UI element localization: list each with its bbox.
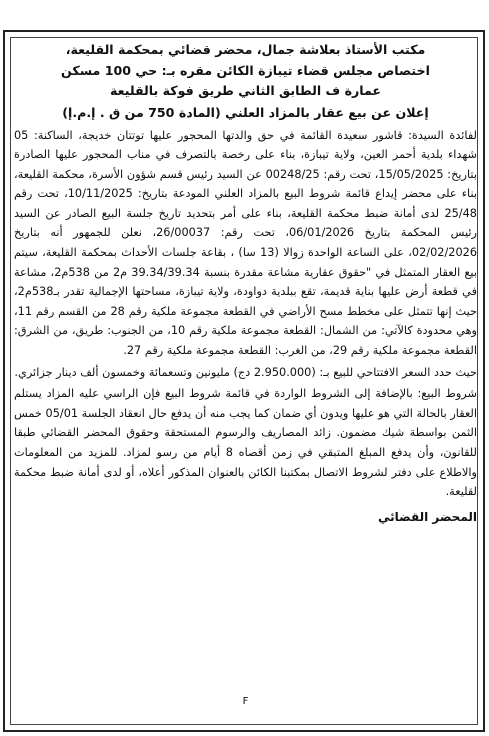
signature-bailiff: المحضر القضائي <box>377 509 477 524</box>
header-line-2: اختصاص مجلس قضاء تيبازة الكائن مقره بـ: حي 100 مسكن <box>61 62 430 78</box>
office-header <box>14 40 477 102</box>
notice-content <box>14 40 477 726</box>
header-line-1: مكتب الأستاذ بعلاشة جمال، محضر قضائي بمحكمة القليعة، <box>65 42 426 57</box>
notice-paragraph-conditions: شروط البيع: بالإضافة إلى الشروط الواردة في قائمة شروط البيع فإن الراسي عليه المزاد يستلم العقار بالحالة التي هو عليها ويدون أي ضمان كما يجب منه أن يدفع حال انعقاد الجلسة 05/01 خمس الثمن بواسطة شيك مضمون. زائد المصاريف والرسوم المستحقة وحقوق المحضر القضائي طبقا للقانون، وأن يدفع المبلغ المتبقي في زمن أقصاه 8 أيام من رسو لمزاد. للمزيد من المعلومات والاطلاع على دفتر لشروط الاتصال بمكتبنا الكائن بالعنوان المذكور أعلاه، أو لدى أمانة ضبط محكمة لقليعة. <box>14 387 477 499</box>
notice-paragraph-price: حيث حدد السعر الافتتاحي للبيع بـ: (2.950.000 دج) مليونين وتسعمائة وخمسون ألف دينار جزائري. <box>14 365 477 379</box>
footer-mark: F <box>242 696 249 708</box>
announcement-title: إعلان عن بيع عقار بالمزاد العلني (المادة 750 من ق . إ.م.إ) <box>62 104 429 120</box>
header-line-3: عمارة ف الطابق الثاني طريق فوكة بالقليعة <box>109 83 382 98</box>
notice-paragraph-details: لفائدة السيدة: قاشور سعيدة القائمة في حق والدتها المحجور عليها توتتان خديجة، الساكنة: 05 شهداء بلدية أحمر العين، ولاية تيبازة، بناء على رخصة بالتصرف في مناب المحجور عليها الصادرة بتاريخ: 15/05/2025، تحت رقم: 00248/25 عن السيد رئيس قسم شؤون الأسرة، محكمة القليعة، بناء على محضر إيداع قائمة شروط البيع بالمزاد العلني المودعة بتاريخ: 10/11/2025، تحت رقم 25/48 لدى أمانة ضبط محكمة القليعة، بناء على أمر بتحديد تاريخ جلسة البيع الصادر عن السيد رئيس المحكمة بتاريخ 06/01/2026، تحت رقم: 26/00037، نعلن للجمهور أنه بتاريخ 02/02/2026، على الساعة الواحدة زوالا (13 سا) ، بقاعة جلسات الأحداث بمحكمة القليعة، سيتم بيع العقار المتمثل في "حقوق عقارية مشاعة مقدرة بنسبة 39.34/39.34 م2 من 538م2، مشاعة في قطعة أرض عليها بناية قديمة، تقع ببلدية دواودة، ولاية تيبازة، مساحتها الإجمالية تقدر بـ538م2، حيث إنها تتمثل على مخطط مسح الأراضي في القطعة مجموعة ملكية رقم 28 من القسم رقم 11، وهي محدودة كالآتي: من الشمال: القطعة مجموعة ملكية رقم 10، من الجنوب: طريق، من الشرق: القطعة مجموعة ملكية رقم 29، من الغرب: القطعة مجموعة ملكية رقم 27. <box>14 128 478 358</box>
